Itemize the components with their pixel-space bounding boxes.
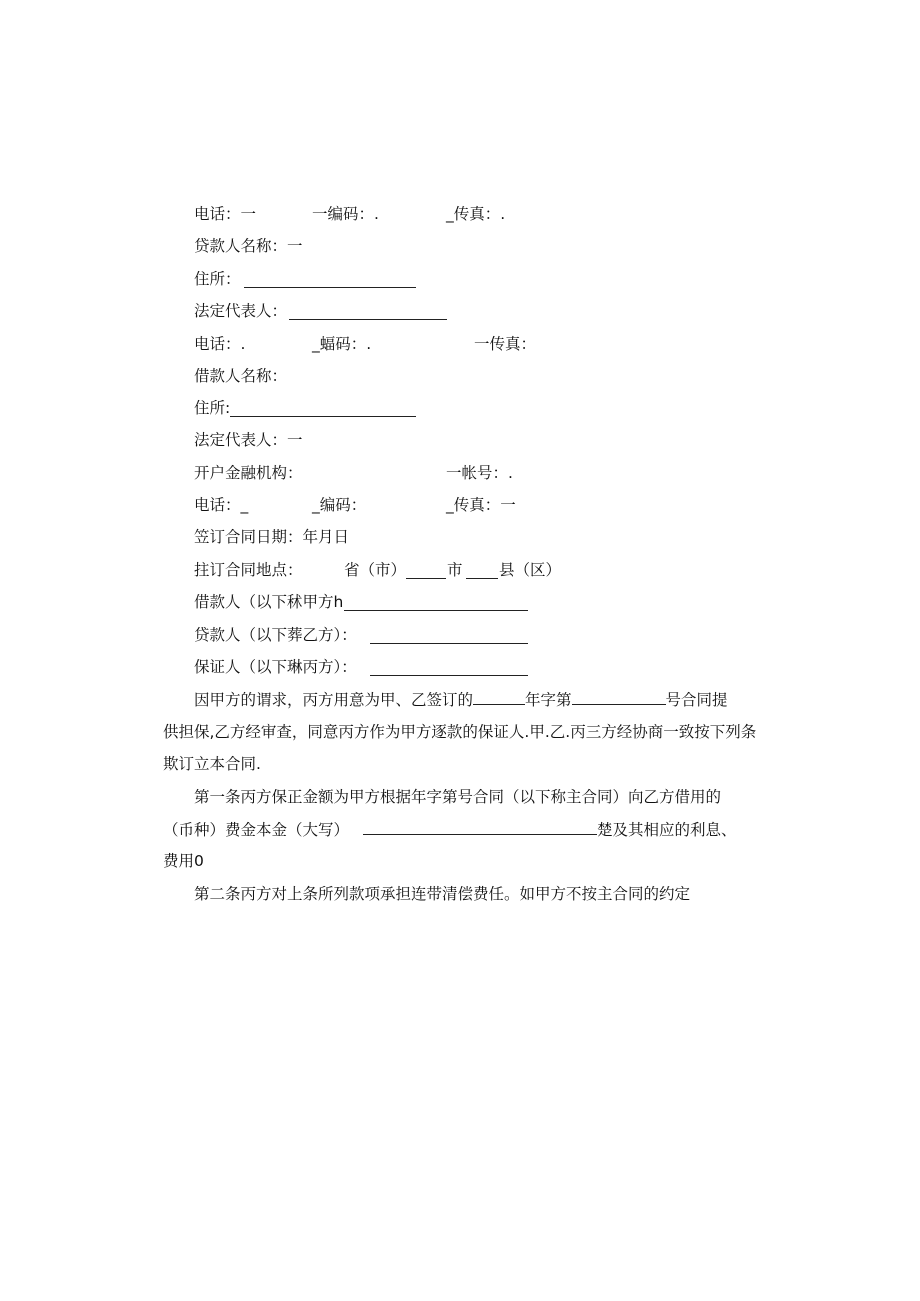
lender-contact-row-2 — [194, 332, 537, 356]
intro-paragraph-line-3: 欺订立本合同. — [163, 755, 261, 773]
intro-blank-year — [473, 687, 525, 705]
lender-postcode-label: 一编码：. — [312, 205, 379, 223]
borrower-name-row — [194, 364, 394, 388]
party-c-row — [194, 655, 534, 679]
borrower-address-blank — [230, 416, 416, 417]
bank-account-row — [194, 461, 534, 485]
lender-name-row — [194, 234, 394, 258]
borrower-address-label: 住所: — [194, 399, 231, 417]
lender-name-label: 贷款人名称：一 — [194, 237, 303, 255]
article-1-amount-blank — [363, 817, 597, 835]
lender-phone-label: 电话：一 — [194, 205, 257, 223]
intro-text-b: 年字第 — [525, 691, 572, 709]
lender-rep-label: 法定代表人： — [194, 302, 288, 320]
borrower-rep-row — [194, 428, 394, 452]
party-c-blank — [370, 675, 528, 676]
party-a-row — [194, 590, 534, 614]
borrower-address-row — [194, 396, 424, 420]
city-label: 市 — [447, 561, 463, 579]
province-label: 省（市） — [344, 561, 407, 579]
intro-blank-number — [572, 687, 666, 705]
lender-rep-blank — [289, 319, 447, 320]
city-blank — [466, 578, 498, 579]
intro-paragraph-line-1 — [194, 687, 728, 712]
intro-paragraph-line-2: 供担保,乙方经审查，同意丙方作为甲方逐款的保证人.甲.乙.丙三方经协商一致按下列条 — [163, 723, 757, 741]
article-1-line-1: 第一条丙方保正金额为甲方根据年字第号合同（以下称主合同）向乙方借用的 — [194, 788, 722, 806]
borrower-contact-row — [194, 493, 534, 517]
lender-address-blank — [244, 287, 416, 288]
borrower-rep-label: 法定代表人：一 — [194, 431, 303, 449]
article-1-text-b: 楚及其相应的利息、 — [597, 821, 737, 839]
article-1-text-a: （币种）费金本金（大写） — [163, 821, 350, 839]
sign-place-row — [194, 558, 564, 582]
fax-label-3: _传真：一 — [446, 496, 516, 514]
lender-fax-label: _传真：. — [446, 205, 506, 223]
phone-label-3: 电话：_ — [194, 496, 249, 514]
lender-address-row — [194, 267, 424, 291]
borrower-name-label: 借款人名称： — [194, 367, 288, 385]
article-2-line-1: 第二条丙方对上条所列款项承担连带清偿费任。如甲方不按主合同的约定 — [194, 885, 691, 903]
lender-contact-row — [194, 202, 524, 226]
party-b-blank — [370, 643, 528, 644]
bank-label: 开户金融机构： — [194, 464, 303, 482]
party-a-label: 借款人（以下秫甲方h — [194, 593, 344, 611]
fax-label-2: 一传真： — [474, 335, 537, 353]
intro-text-a: 因甲方的谓求，丙方用意为甲、乙签订的 — [194, 691, 474, 709]
phone-label-2: 电话：. — [194, 335, 246, 353]
postcode-label-2: _蝠码：. — [312, 335, 372, 353]
lender-address-label: 住所： — [194, 270, 241, 288]
account-number-label: 一帐号：. — [446, 464, 513, 482]
sign-date-label: 笠订合同日期：年月日 — [194, 528, 350, 546]
party-b-label: 贷款人（以下葬乙方）： — [194, 626, 357, 644]
lender-rep-row — [194, 299, 454, 323]
sign-place-label: 拄订合同地点： — [194, 561, 303, 579]
party-c-label: 保证人（以下琳丙方）： — [194, 658, 357, 676]
intro-text-c: 号合同提 — [665, 691, 728, 709]
county-label: 县（区） — [499, 561, 562, 579]
party-a-blank — [344, 610, 528, 611]
province-blank — [406, 578, 446, 579]
article-1-line-3: 费用0 — [163, 852, 204, 870]
article-1-line-2 — [163, 817, 737, 842]
postcode-label-3: _编码： — [312, 496, 367, 514]
sign-date-row — [194, 525, 414, 549]
party-b-row — [194, 623, 534, 647]
